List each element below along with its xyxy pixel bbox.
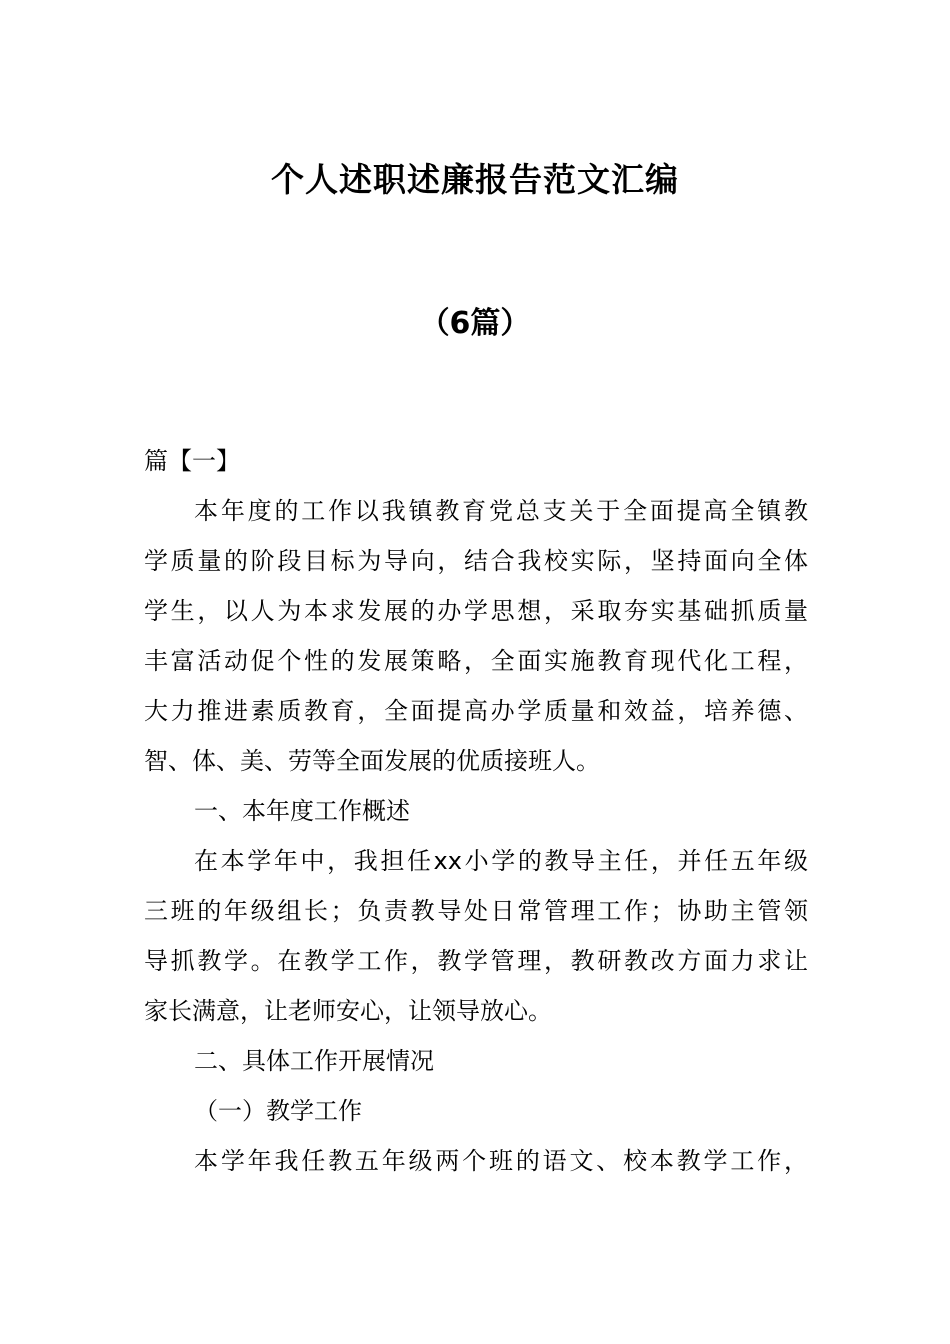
paragraph-line: 学质量的阶段目标为导向，结合我校实际，坚持面向全体 — [144, 547, 808, 575]
paragraph-line: 学生，以人为本求发展的办学思想，采取夯实基础抓质量 — [144, 597, 808, 625]
paragraph-line: 大力推进素质教育，全面提高办学质量和效益，培养德、 — [144, 697, 808, 725]
subsection-heading: （一）教学工作 — [194, 1097, 362, 1125]
paragraph-line: 家长满意，让老师安心，让领导放心。 — [144, 997, 552, 1025]
document-subtitle: （6篇） — [419, 306, 531, 341]
document-body — [144, 436, 808, 1186]
subsection-heading: 二、具体工作开展情况 — [194, 1047, 434, 1075]
paragraph-line: 本年度的工作以我镇教育党总支关于全面提高全镇教 — [194, 497, 808, 525]
paragraph-line: 三班的年级组长；负责教导处日常管理工作；协助主管领 — [144, 897, 808, 925]
section-heading: 篇【一】 — [144, 447, 240, 475]
paragraph-line: 在本学年中，我担任xx小学的教导主任，并任五年级 — [194, 847, 808, 875]
paragraph-line: 本学年我任教五年级两个班的语文、校本教学工作， — [194, 1147, 808, 1175]
subsection-heading: 一、本年度工作概述 — [194, 797, 410, 825]
document-title: 个人述职述廉报告范文汇编 — [271, 160, 679, 199]
paragraph-line: 智、体、美、劳等全面发展的优质接班人。 — [144, 747, 600, 775]
paragraph-line: 导抓教学。在教学工作，教学管理，教研教改方面力求让 — [144, 947, 808, 975]
paragraph-line: 丰富活动促个性的发展策略，全面实施教育现代化工程， — [144, 647, 808, 675]
